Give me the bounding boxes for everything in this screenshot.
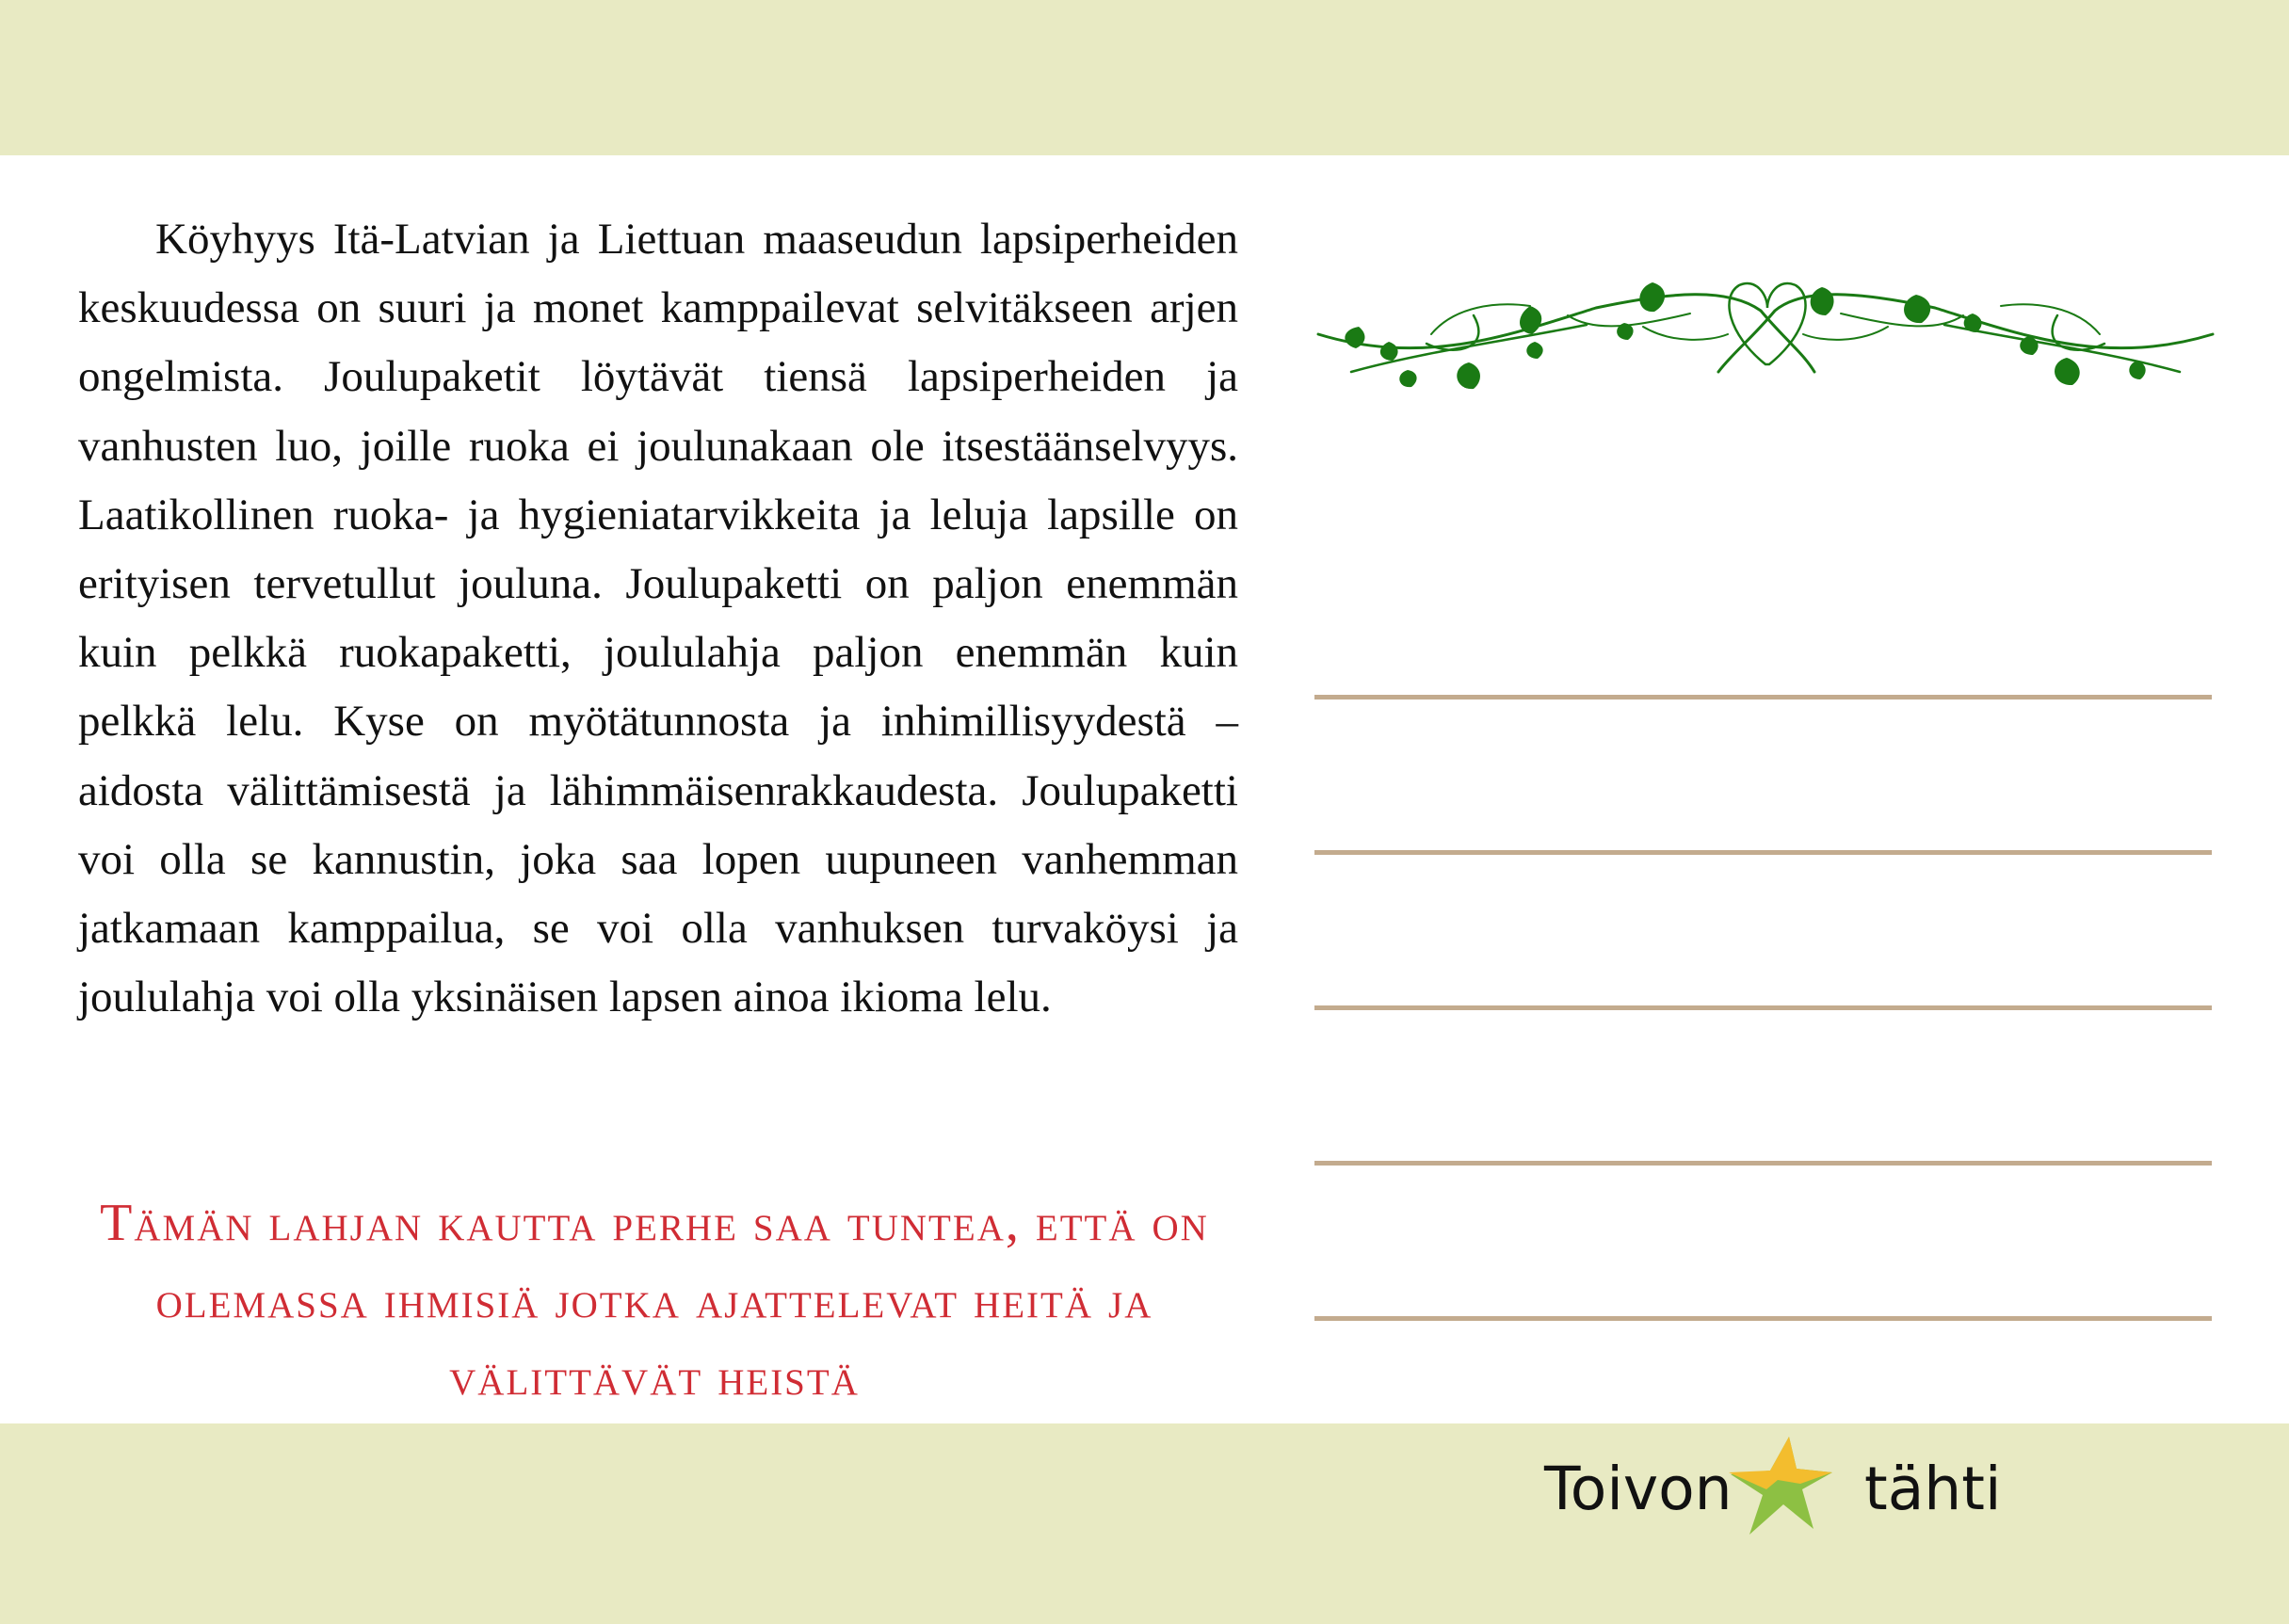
logo-word-right: tähti — [1864, 1455, 2002, 1523]
body-paragraph: Köyhyys Itä-Latvian ja Liettuan maaseudun lapsiperheiden keskuudessa on suuri ja monet kamppailevat selvitäkseen arjen ongelmista. Joulupaketit löytävät tiensä lapsiperheiden ja vanhusten luo, joille ruoka ei joulunakaan ole itsestäänselvyys. Laatikollinen ruoka- ja hygieniatarvikkeita ja leluja lapsille on erityisen tervetullut jouluna. Joulupaketti on paljon enemmän kuin pelkkä ruokapaketti, joululahja paljon enemmän kuin pelkkä lelu. Kyse on myötätunnosta ja inhimillisyydestä – aidosta välittämisestä ja lähimmäisenrakkaudesta. Joulupaketti voi olla se kannustin, joka saa lopen uupuneen vanhemman jatkamaan kamppailua, se voi olla vanhuksen turvaköysi ja joululahja voi olla yksinäisen lapsen ainoa ikioma lelu. — [78, 215, 1238, 1022]
write-line-3 — [1314, 1005, 2212, 1010]
logo-word-left: Toivon — [1544, 1455, 1733, 1523]
star-logo-icon — [1721, 1431, 1853, 1544]
top-band — [0, 0, 2289, 155]
quote-text: Tämän lahjan kautta perhe saa tuntea, että on olemassa ihmisiä jotka ajattelevat heitä ja välittävät heistä — [100, 1194, 1209, 1407]
write-line-5 — [1314, 1316, 2212, 1321]
write-line-2 — [1314, 850, 2212, 855]
write-line-4 — [1314, 1161, 2212, 1166]
write-line-1 — [1314, 695, 2212, 699]
vine-heart-ornament-icon — [1314, 268, 2217, 400]
toivon-tahti-logo — [1544, 1431, 2002, 1553]
